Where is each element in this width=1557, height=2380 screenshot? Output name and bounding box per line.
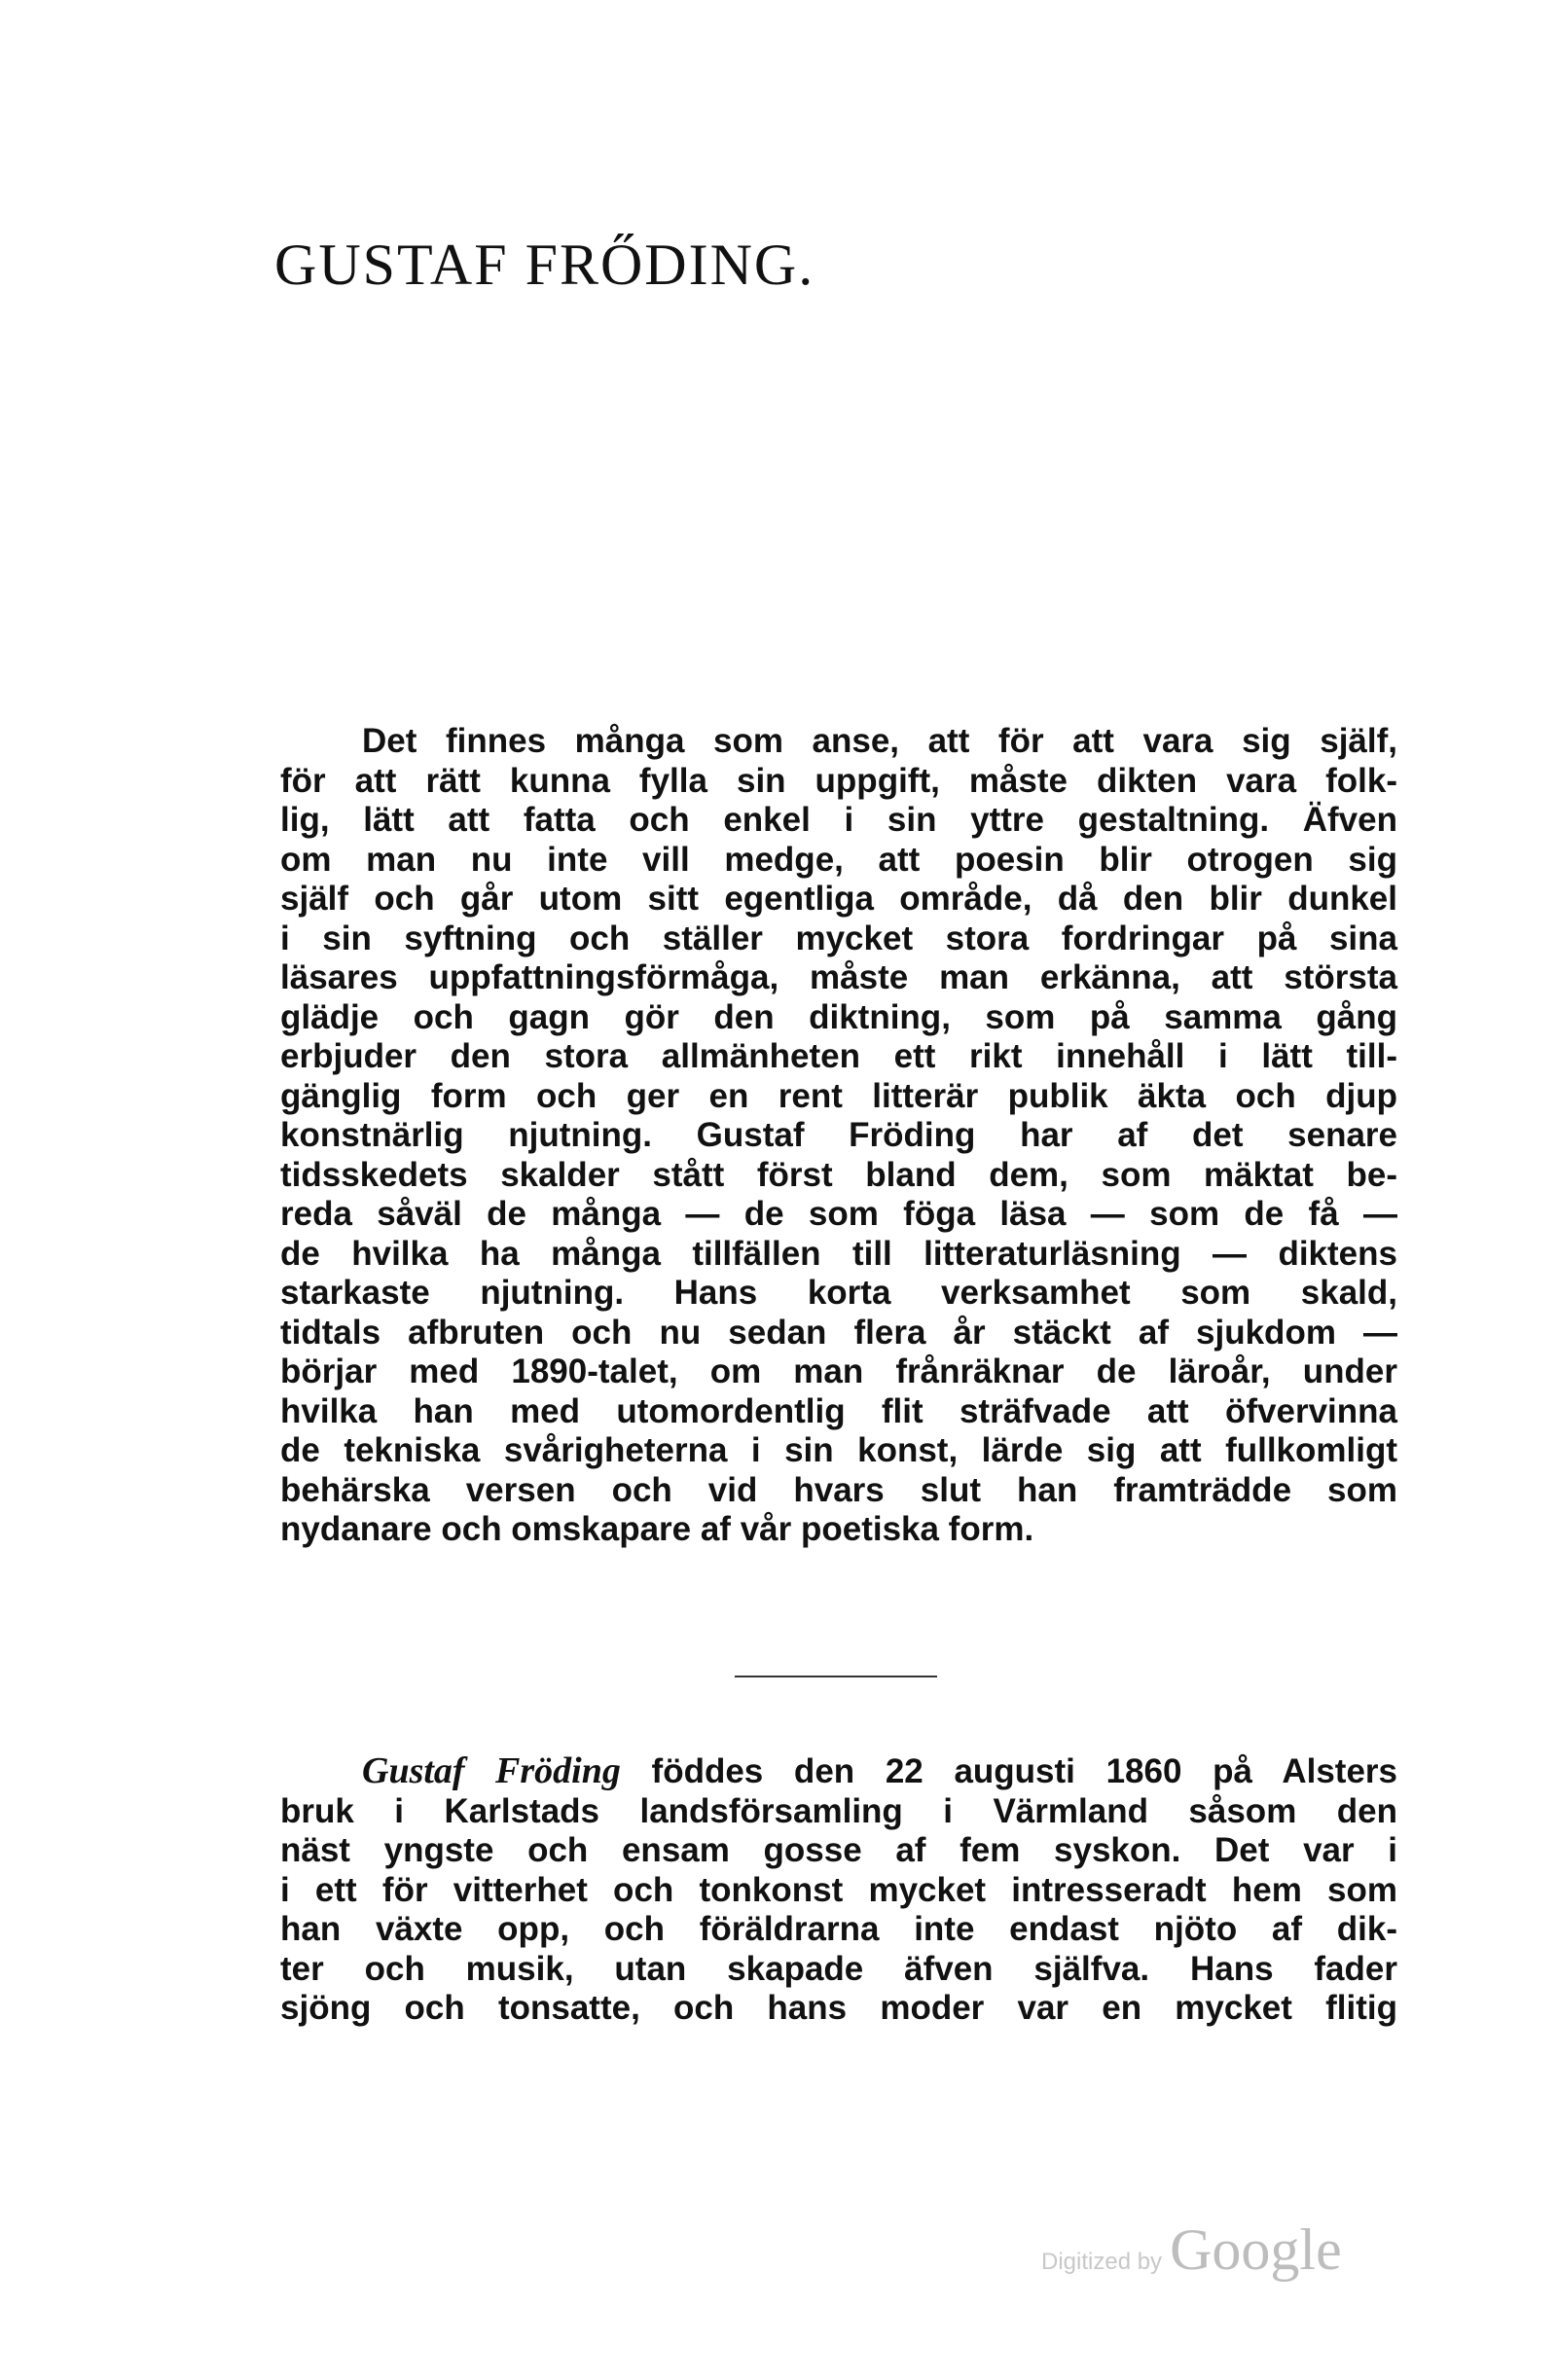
text-line: hvilka han med utomordentlig flit sträfvade att öfvervinna <box>280 1391 1397 1430</box>
text-line: börjar med 1890-talet, om man frånräknar de läroår, under <box>280 1352 1397 1390</box>
text-line: bruk i Karlstads landsförsamling i Värmland såsom den <box>280 1791 1397 1830</box>
text-line: de hvilka ha många tillfällen till litteraturläsning — diktens <box>280 1234 1397 1273</box>
watermark-prefix: Digitized by <box>1041 2249 1163 2275</box>
text-line: glädje och gagn gör den diktning, som på samma gång <box>280 997 1397 1036</box>
text-line: lig, lätt att fatta och enkel i sin yttre gestaltning. Äfven <box>280 801 1397 839</box>
text-line: reda såväl de många — de som föga läsa — som de få — <box>280 1195 1397 1233</box>
text-line-rest: föddes den 22 augusti 1860 på Alsters <box>620 1752 1397 1790</box>
text-line: läsares uppfattningsförmåga, måste man erkänna, att största <box>280 958 1397 996</box>
text-line: näst yngste och ensam gosse af fem syskon. Det var i <box>280 1831 1397 1869</box>
text-line: i ett för vitterhet och tonkonst mycket intresseradt hem som <box>280 1870 1397 1909</box>
subject-name: Gustaf Fröding <box>362 1750 621 1791</box>
text-line: erbjuder den stora allmänheten ett rikt innehåll i lätt till- <box>280 1037 1397 1075</box>
text-line: själf och går utom sitt egentliga område, då den blir dunkel <box>280 880 1397 918</box>
text-line: han växte opp, och föräldrarna inte endast njöto af dik- <box>280 1910 1397 1948</box>
page-title: GUSTAF FRŐDING. <box>274 233 815 297</box>
text-line: nydanare och omskapare af vår poetiska form. <box>280 1510 1034 1548</box>
text-line: tidtals afbruten och nu sedan flera år stäckt af sjukdom — <box>280 1313 1397 1352</box>
text-line: gänglig form och ger en rent litterär publik äkta och djup <box>280 1076 1397 1115</box>
text-line: starkaste njutning. Hans korta verksamhet som skald, <box>280 1274 1397 1312</box>
digitized-watermark <box>1041 2217 1342 2284</box>
section-divider <box>735 1676 937 1677</box>
text-line <box>280 1751 1397 1792</box>
body-paragraph-biography <box>280 1751 1397 2029</box>
text-line: sjöng och tonsatte, och hans moder var en mycket flitig <box>280 1989 1397 2027</box>
text-line: konstnärlig njutning. Gustaf Fröding har af det senare <box>280 1116 1397 1154</box>
body-paragraph-intro <box>280 722 1397 1550</box>
text-line: Det finnes många som anse, att för att vara sig själf, <box>362 722 1397 760</box>
text-line: om man nu inte vill medge, att poesin blir otrogen sig <box>280 840 1397 879</box>
text-line: tidsskedets skalder stått först bland dem, som mäktat be- <box>280 1155 1397 1194</box>
google-logo: Google <box>1170 2218 1342 2282</box>
text-line: de tekniska svårigheterna i sin konst, lärde sig att fullkomligt <box>280 1431 1397 1469</box>
text-line: ter och musik, utan skapade äfven själfva. Hans fader <box>280 1949 1397 1988</box>
text-line: behärska versen och vid hvars slut han framträdde som <box>280 1470 1397 1509</box>
text-line: för att rätt kunna fylla sin uppgift, måste dikten vara folk- <box>280 761 1397 800</box>
text-line: i sin syftning och ställer mycket stora fordringar på sina <box>280 919 1397 957</box>
